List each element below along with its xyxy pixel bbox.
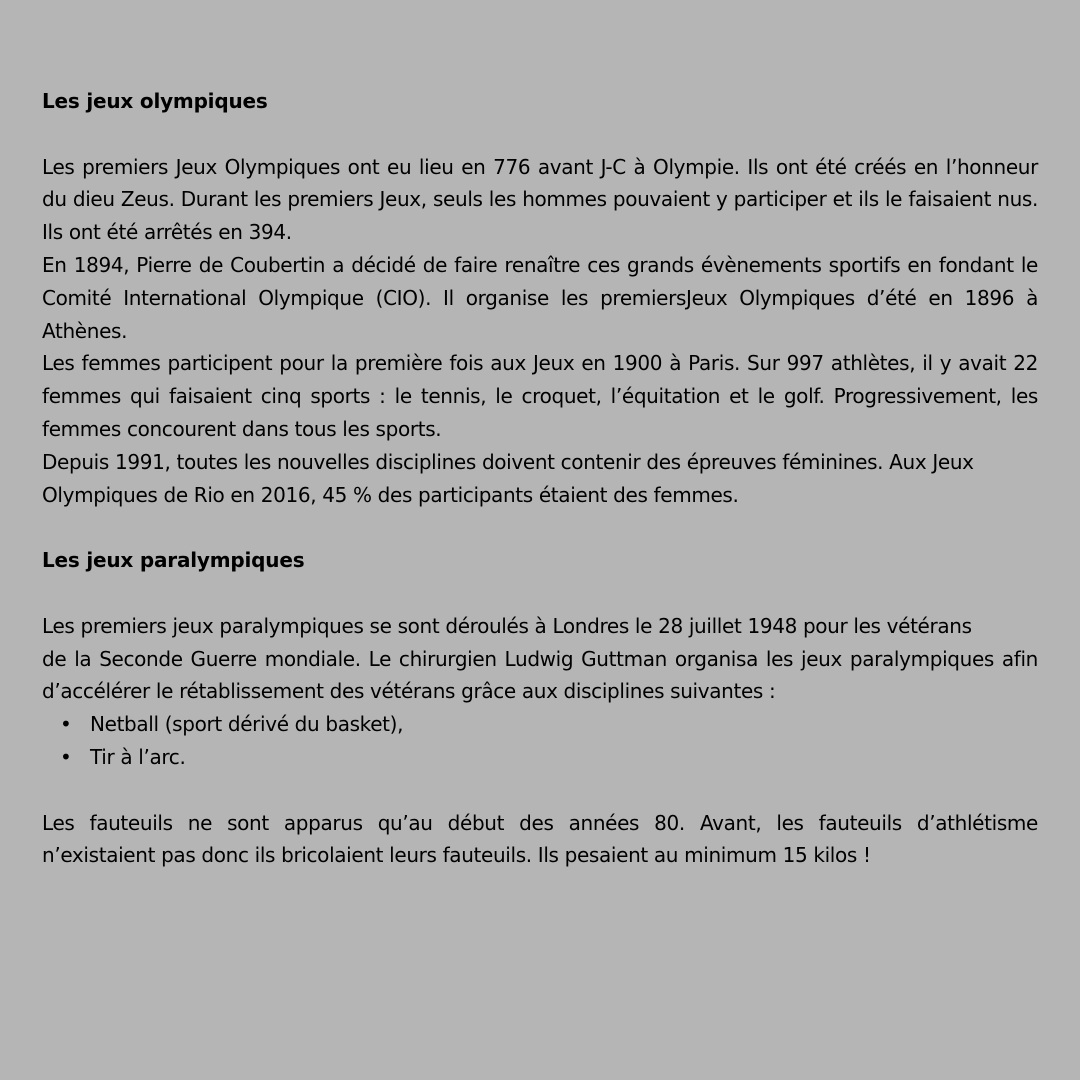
spacer xyxy=(42,774,1038,807)
paragraph-wheelchairs: Les fauteuils ne sont apparus qu’au début des années 80. Avant, les fauteuils d’athlétisme n’existaient pas donc ils bricolaient leurs fauteuils. Ils pesaient au minimum 15 kilos ! xyxy=(42,810,1038,868)
paragraph-rio-2016: Olympiques de Rio en 2016, 45 % des participants étaient des femmes. xyxy=(42,482,739,507)
paragraph-origins: Les premiers Jeux Olympiques ont eu lieu en 776 avant J-C à Olympie. Ils ont été créés en l’honneur du dieu Zeus. Durant les premiers Jeux, seuls les hommes pouvaient y participer et ils le faisaient nus. Ils ont été arrêtés en 394. xyxy=(42,154,1038,245)
list-item xyxy=(42,708,1038,741)
list-item-text: Netball (sport dérivé du basket), xyxy=(90,712,404,737)
spacer xyxy=(42,577,1038,610)
bullet-icon: • xyxy=(60,712,72,737)
section-title-olympic: Les jeux olympiques xyxy=(42,89,268,113)
bullet-icon: • xyxy=(60,744,72,769)
spacer xyxy=(42,511,1038,544)
paragraph-women-1900: Les femmes participent pour la première fois aux Jeux en 1900 à Paris. Sur 997 athlètes, il y avait 22 femmes qui faisaient cinq sports : le tennis, le croquet, l’équitation et le golf. Progressivement, les femmes concourent dans tous les sports. xyxy=(42,351,1038,441)
list-item xyxy=(42,741,1038,774)
document-body xyxy=(42,85,1038,872)
paragraph-since-1991: Depuis 1991, toutes les nouvelles disciplines doivent contenir des épreuves féminines. Aux Jeux xyxy=(42,449,974,474)
paragraph-guttman: de la Seconde Guerre mondiale. Le chirurgien Ludwig Guttman organisa les jeux paralympiques afin d’accélérer le rétablissement des vétérans grâce aux disciplines suivantes : xyxy=(42,646,1038,704)
section-title-paralympic: Les jeux paralympiques xyxy=(42,548,305,573)
disciplines-list xyxy=(42,708,1038,774)
paragraph-coubertin: En 1894, Pierre de Coubertin a décidé de faire renaître ces grands évènements sportifs en fondant le Comité International Olympique (CIO). Il organise les premiersJeux Olympiques d’été en 1896 à Athènes. xyxy=(42,252,1038,343)
section-paralympic xyxy=(42,544,1038,872)
section-olympic xyxy=(42,85,1038,511)
paragraph-london-1948: Les premiers jeux paralympiques se sont déroulés à Londres le 28 juillet 1948 pour les vétérans xyxy=(42,613,972,638)
list-item-text: Tir à l’arc. xyxy=(90,744,186,769)
spacer xyxy=(42,118,1038,151)
